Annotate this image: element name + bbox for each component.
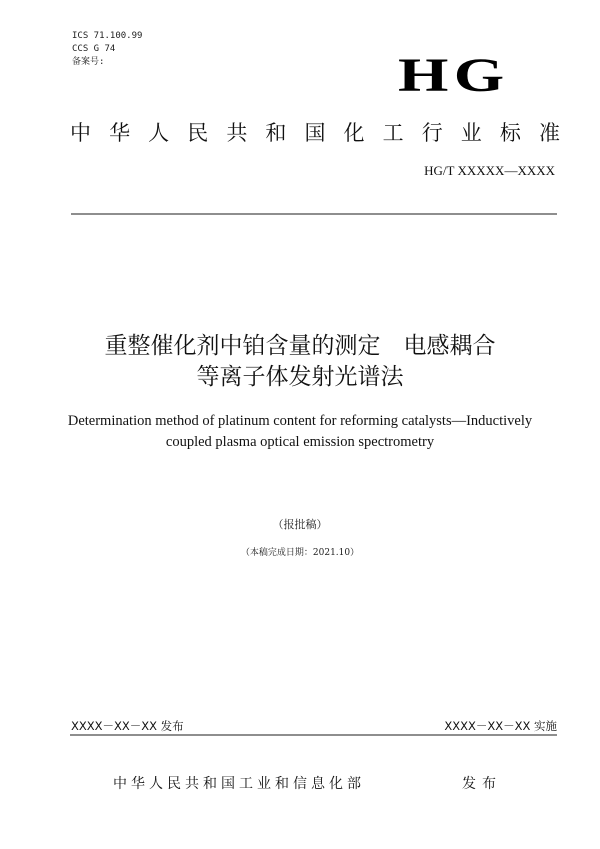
standard-code: HG/T XXXXX—XXXX	[424, 163, 555, 178]
title-char: 共	[226, 121, 248, 145]
title-en-line2: coupled plasma optical emission spectrometry	[165, 434, 435, 450]
title-char: 工	[382, 121, 404, 145]
implement-date: XXXX－XX－XX 实施	[444, 719, 557, 733]
issuing-authority: 中华人民共和国工业和信息化部	[113, 776, 365, 792]
draft-status: （报批稿）	[272, 518, 328, 531]
bottom-divider	[70, 734, 557, 736]
title-char: 准	[538, 121, 560, 145]
top-divider	[71, 213, 557, 215]
title-char: 中	[70, 121, 91, 145]
title-char: 人	[148, 121, 170, 145]
title-char: 业	[460, 121, 482, 145]
publish-date: XXXX－XX－XX 发布	[71, 719, 184, 733]
title-char: 民	[187, 121, 209, 145]
title-char: 和	[265, 121, 287, 145]
title-char: 华	[109, 121, 131, 145]
draft-completion-date: （本稿完成日期：2021.10）	[240, 548, 360, 558]
title-char: 化	[343, 121, 365, 145]
title-char: 行	[421, 121, 443, 145]
title-char: 国	[304, 121, 326, 145]
ics-code: ICS 71.100.99	[72, 31, 143, 41]
title-char: 标	[499, 121, 521, 145]
standard-category-title	[70, 119, 560, 147]
filing-number-label: 备案号:	[72, 57, 105, 67]
ccs-code: CCS G 74	[72, 44, 116, 54]
title-en-line1: Determination method of platinum content for reforming catalysts—Inductively	[67, 413, 533, 429]
title-cn-line1: 重整催化剂中铂含量的测定 电感耦合	[104, 333, 496, 359]
hg-logo: HG	[398, 49, 510, 102]
title-cn-line2: 等离子体发射光谱法	[196, 364, 404, 390]
issue-label: 发布	[462, 776, 502, 792]
